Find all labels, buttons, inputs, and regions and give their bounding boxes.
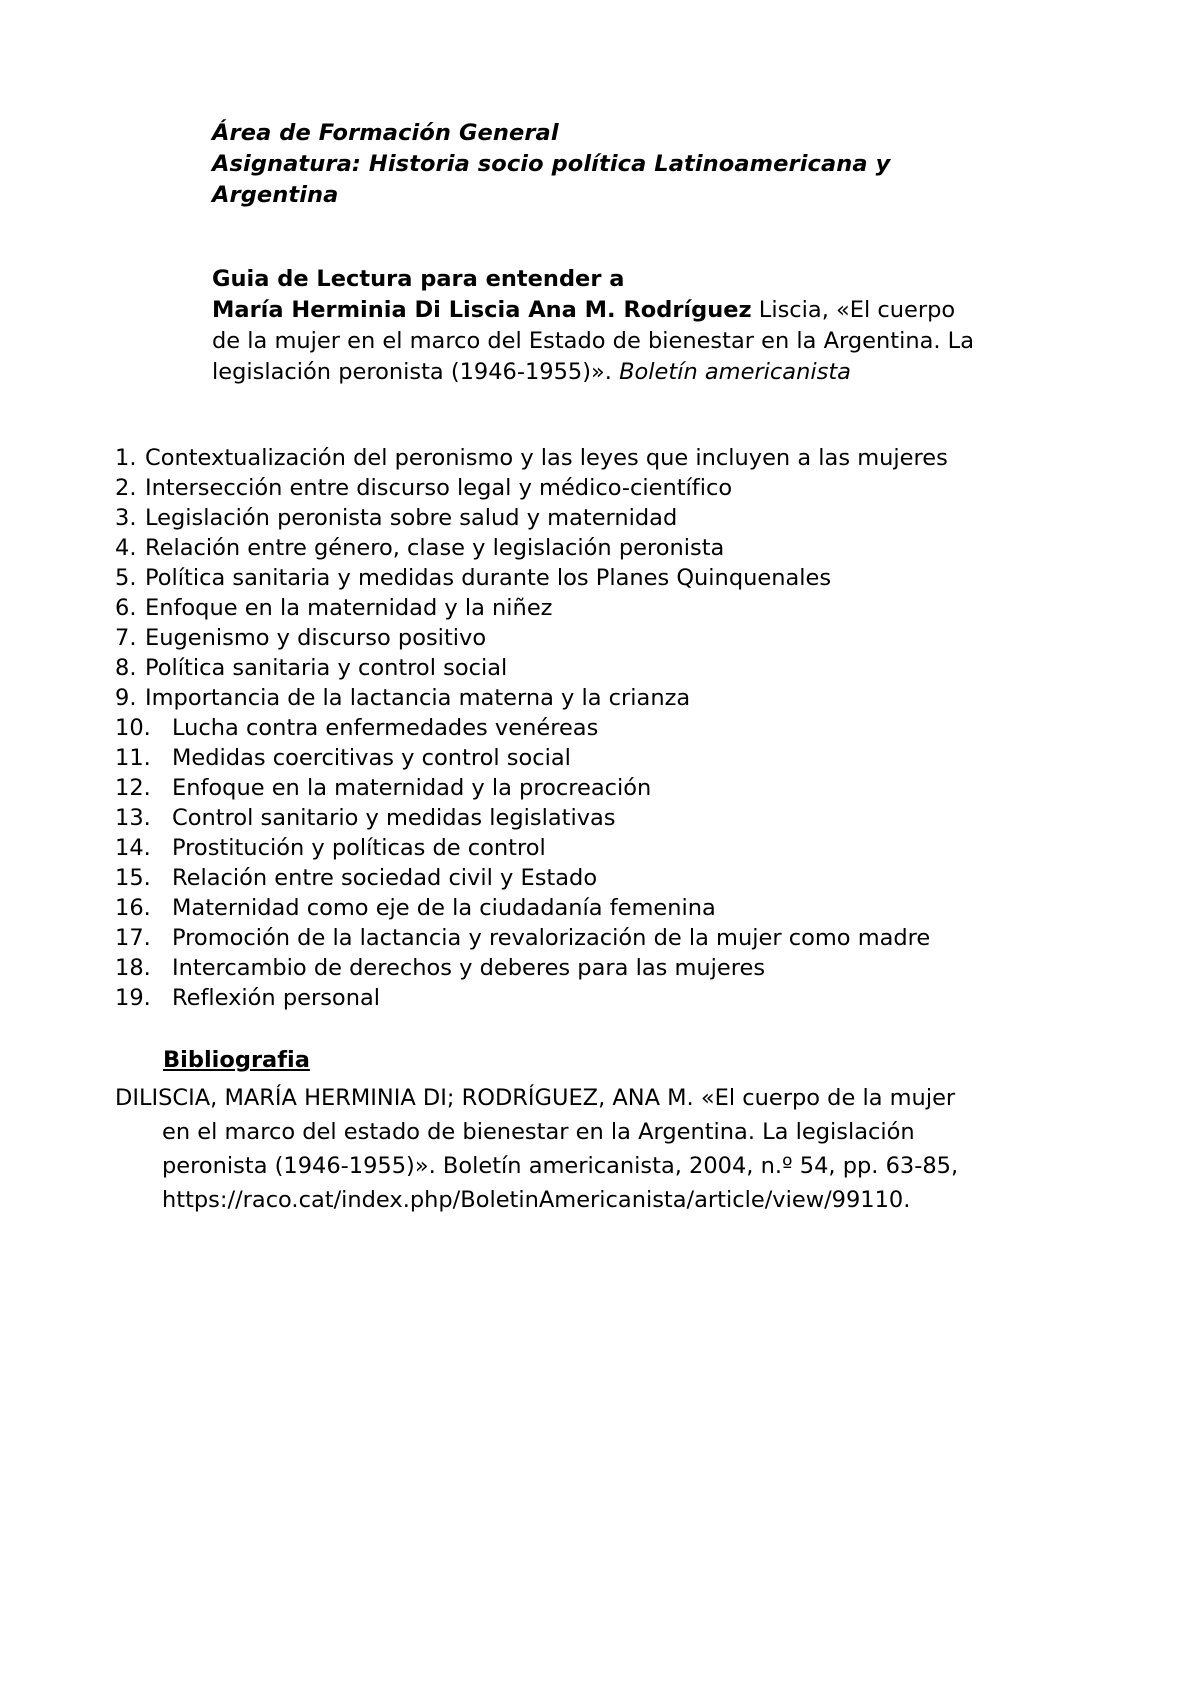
list-item xyxy=(115,953,1085,983)
list-item xyxy=(115,683,1085,713)
list-item-number: 8. xyxy=(115,655,137,681)
list-item-label: Maternidad como eje de la ciudadanía femenina xyxy=(172,895,716,921)
bibliography-entry xyxy=(115,1081,970,1217)
list-item xyxy=(115,923,1085,953)
list-item-number: 18. xyxy=(115,955,151,981)
list-item xyxy=(115,653,1085,683)
list-item xyxy=(115,443,1085,473)
bibliography-line-1: DILISCIA, MARÍA HERMINIA DI; RODRÍGUEZ, ANA M. «El cuerpo de la mujer xyxy=(115,1085,956,1111)
list-item-label: Política sanitaria y medidas durante los Planes Quinquenales xyxy=(145,565,832,591)
bibliography-url[interactable]: https://raco.cat/index.php/BoletinAmericanista/article/view/99110. xyxy=(162,1187,911,1213)
list-item-number: 3. xyxy=(115,505,137,531)
list-item xyxy=(115,893,1085,923)
list-item-label: Política sanitaria y control social xyxy=(145,655,508,681)
course-subject-line-1: Asignatura: Historia socio política Latinoamericana y xyxy=(212,151,891,177)
list-item-label: Relación entre género, clase y legislación peronista xyxy=(145,535,725,561)
list-item xyxy=(115,623,1085,653)
bibliography-heading: Bibliografia xyxy=(163,1047,310,1073)
list-item xyxy=(115,563,1085,593)
list-item-label: Relación entre sociedad civil y Estado xyxy=(172,865,598,891)
list-item-number: 9. xyxy=(115,685,137,711)
list-item-number: 1. xyxy=(115,445,137,471)
course-area-line: Área de Formación General xyxy=(212,120,559,146)
list-item xyxy=(115,863,1085,893)
list-item-number: 16. xyxy=(115,895,151,921)
list-item-label: Lucha contra enfermedades venéreas xyxy=(172,715,599,741)
list-item-number: 11. xyxy=(115,745,151,771)
list-item xyxy=(115,533,1085,563)
list-item xyxy=(115,713,1085,743)
course-subject-line-2: Argentina xyxy=(212,182,339,208)
list-item-number: 15. xyxy=(115,865,151,891)
reference-part-1: Liscia, «El cuerpo xyxy=(751,297,956,323)
list-item-number: 14. xyxy=(115,835,151,861)
list-item-label: Control sanitario y medidas legislativas xyxy=(172,805,616,831)
reference-part-3: legislación peronista (1946-1955)». xyxy=(212,359,612,385)
reading-guide-title xyxy=(212,264,1085,388)
list-item-label: Importancia de la lactancia materna y la crianza xyxy=(145,685,691,711)
list-item-number: 10. xyxy=(115,715,151,741)
list-item-number: 6. xyxy=(115,595,137,621)
list-item-label: Prostitución y políticas de control xyxy=(172,835,546,861)
list-item-label: Eugenismo y discurso positivo xyxy=(145,625,487,651)
list-item-label: Promoción de la lactancia y revalorización de la mujer como madre xyxy=(172,925,931,951)
list-item xyxy=(115,503,1085,533)
journal-name: Boletín americanista xyxy=(611,359,851,385)
authors-text: María Herminia Di Liscia Ana M. Rodríguez xyxy=(212,297,752,323)
list-item xyxy=(115,473,1085,503)
list-item-number: 17. xyxy=(115,925,151,951)
list-item xyxy=(115,833,1085,863)
list-item-label: Enfoque en la maternidad y la niñez xyxy=(145,595,553,621)
list-item xyxy=(115,773,1085,803)
list-item-number: 19. xyxy=(115,985,151,1011)
list-item xyxy=(115,983,1085,1013)
bibliography-line-2: en el marco del estado de bienestar en la Argentina. La legislación xyxy=(162,1119,915,1145)
guide-reference-line-3 xyxy=(212,357,1085,388)
list-item xyxy=(115,593,1085,623)
list-item-label: Medidas coercitivas y control social xyxy=(172,745,571,771)
list-item-label: Intersección entre discurso legal y médico-científico xyxy=(145,475,733,501)
list-item-number: 2. xyxy=(115,475,137,501)
list-item-label: Legislación peronista sobre salud y maternidad xyxy=(145,505,678,531)
guide-title-line: Guia de Lectura para entender a xyxy=(212,266,625,292)
list-item-number: 4. xyxy=(115,535,137,561)
list-item xyxy=(115,743,1085,773)
list-item-number: 13. xyxy=(115,805,151,831)
guide-reference-line-1 xyxy=(212,295,1085,326)
list-item-number: 7. xyxy=(115,625,137,651)
guide-reference-line-2: de la mujer en el marco del Estado de bienestar en la Argentina. La xyxy=(212,328,974,354)
list-item-label: Reflexión personal xyxy=(172,985,380,1011)
list-item-label: Intercambio de derechos y deberes para las mujeres xyxy=(172,955,766,981)
list-item-label: Enfoque en la maternidad y la procreación xyxy=(172,775,652,801)
list-item-label: Contextualización del peronismo y las leyes que incluyen a las mujeres xyxy=(145,445,948,471)
list-item xyxy=(115,803,1085,833)
course-header xyxy=(212,118,1085,211)
list-item-number: 12. xyxy=(115,775,151,801)
list-item-number: 5. xyxy=(115,565,137,591)
bibliography-line-3: peronista (1946-1955)». Boletín americanista, 2004, n.º 54, pp. 63-85, xyxy=(162,1153,959,1179)
topics-list xyxy=(115,443,1085,1013)
